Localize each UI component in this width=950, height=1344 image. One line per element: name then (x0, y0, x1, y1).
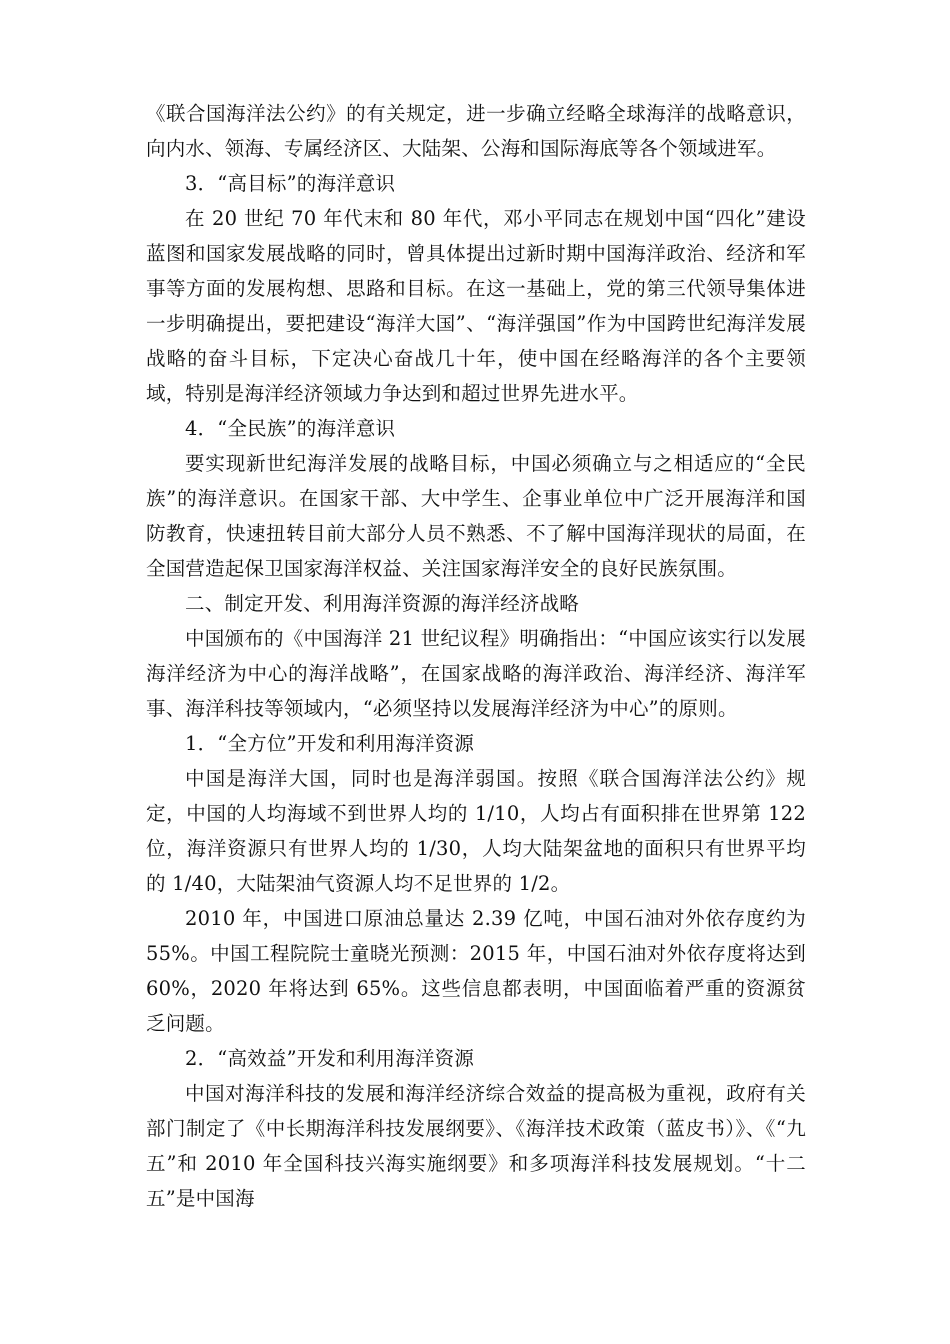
paragraph-2: 在 20 世纪 70 年代末和 80 年代，邓小平同志在规划中国“四化”建设蓝图和国家发展战略的同时，曾具体提出过新时期中国海洋政治、经济和军事等方面的发展构想、思路和目标。在这一基础上，党的第三代领导集体进一步明确提出，要把建设“海洋大国”、“海洋强国”作为中国跨世纪海洋发展战略的奋斗目标，下定决心奋战几十年，使中国在经略海洋的各个主要领域，特别是海洋经济领域力争达到和超过世界先进水平。 (146, 207, 806, 405)
paragraph-6: 2010 年，中国进口原油总量达 2.39 亿吨，中国石油对外依存度约为 55%。中国工程院院士童晓光预测：2015 年，中国石油对外依存度将达到 60%，2020 年将达到 65%。这些信息都表明，中国面临着严重的资源贫乏问题。 (146, 907, 806, 1035)
paragraph-7: 中国对海洋科技的发展和海洋经济综合效益的提高极为重视，政府有关部门制定了《中长期海洋科技发展纲要》、《海洋技术政策（蓝皮书）》、《“九五”和 2010 年全国科技兴海实施纲要》和多项海洋科技发展规划。“十二五”是中国海 (146, 1082, 806, 1210)
paragraph-4: 中国颁布的《中国海洋 21 世纪议程》明确指出：“中国应该实行以发展海洋经济为中心的海洋战略”，在国家战略的海洋政治、海洋经济、海洋军事、海洋科技等领域内，“必须坚持以发展海洋经济为中心”的原则。 (146, 627, 806, 720)
document-page (146, 96, 806, 1216)
heading-2-high-efficiency: 2．“高效益”开发和利用海洋资源 (185, 1047, 475, 1070)
heading-section-2: 二、制定开发、利用海洋资源的海洋经济战略 (185, 592, 580, 615)
paragraph-5: 中国是海洋大国，同时也是海洋弱国。按照《联合国海洋法公约》规定，中国的人均海域不到世界人均的 1/10，人均占有面积排在世界第 122 位，海洋资源只有世界人均的 1/30，人均大陆架盆地的面积只有世界平均的 1/40，大陆架油气资源人均不足世界的 1/2。 (146, 767, 806, 895)
heading-1-all-round: 1．“全方位”开发和利用海洋资源 (185, 732, 475, 755)
heading-3-high-goal: 3．“高目标”的海洋意识 (185, 172, 396, 195)
heading-4-whole-nation: 4．“全民族”的海洋意识 (185, 417, 396, 440)
paragraph-1: 《联合国海洋法公约》的有关规定，进一步确立经略全球海洋的战略意识，向内水、领海、专属经济区、大陆架、公海和国际海底等各个领域进军。 (146, 102, 806, 160)
paragraph-3: 要实现新世纪海洋发展的战略目标，中国必须确立与之相适应的“全民族”的海洋意识。在国家干部、大中学生、企事业单位中广泛开展海洋和国防教育，快速扭转目前大部分人员不熟悉、不了解中国海洋现状的局面，在全国营造起保卫国家海洋权益、关注国家海洋安全的良好民族氛围。 (146, 452, 806, 580)
